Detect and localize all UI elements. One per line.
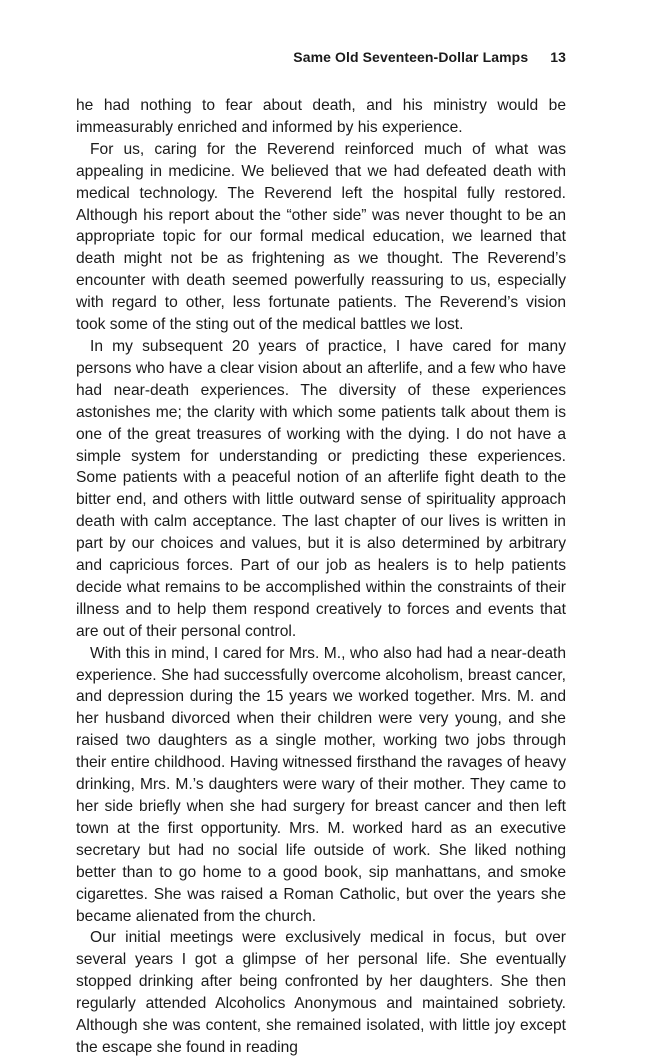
paragraph: With this in mind, I cared for Mrs. M., who also had had a near-death experience. She had successfully overcome alcoholism, breast cancer, and depression during the 15 years we worked together. Mrs. M. and her husband divorced when their children were very young, and she raised two daughters as a single mother, working two jobs through their entire childhood. Having witnessed firsthand the ravages of heavy drinking, Mrs. M.’s daughters were wary of their mother. They came to her side briefly when she had surgery for breast cancer and then left town at the first opportunity. Mrs. M. worked hard as an executive secretary but had no social life outside of work. She liked nothing better than to go home to a good book, sip manhattans, and smoke cigarettes. She was raised a Roman Catholic, but over the years she became alienated from the church.	[76, 644, 566, 925]
paragraph: In my subsequent 20 years of practice, I have cared for many persons who have a clear vision about an afterlife, and a few who have had near-death experiences. The diversity of these experiences astonishes me; the clarity with which some patients talk about them is one of the great treasures of working with the dying. I do not have a simple system for understanding or predicting these experiences. Some patients with a peaceful notion of an afterlife fight death to the bitter end, and others with little outward sense of spirituality approach death with calm acceptance. The last chapter of our lives is written in part by our choices and values, but it is also determined by arbitrary and capricious forces. Part of our job as healers is to help patients decide what remains to be accomplished within the constraints of their illness and to help them respond creatively to forces and events that are out of their personal control.	[76, 337, 566, 640]
paragraph: Our initial meetings were exclusively medical in focus, but over several years I got a glimpse of her personal life. She eventually stopped drinking after being confronted by her daughters. She then regularly attended Alcoholics Anonymous and maintained sobriety. Although she was content, she remained isolated, with little joy except the escape she found in reading	[76, 929, 566, 1056]
chapter-title: Same Old Seventeen-Dollar Lamps	[293, 49, 529, 65]
body-text	[76, 95, 566, 1059]
running-head	[293, 49, 566, 65]
page-number: 13	[550, 49, 566, 65]
paragraph-continuation: he had nothing to fear about death, and his ministry would be immeasurably enriched and informed by his experience.	[76, 97, 566, 136]
paragraph: For us, caring for the Reverend reinforced much of what was appealing in medicine. We believed that we had defeated death with medical technology. The Reverend left the hospital fully restored. Although his report about the “other side” was never thought to be an appropriate topic for our formal medical education, we learned that death might not be as frightening as we thought. The Reverend’s encounter with death seemed powerfully reassuring to us, especially with regard to other, less fortunate patients. The Reverend’s vision took some of the sting out of the medical battles we lost.	[76, 140, 566, 334]
